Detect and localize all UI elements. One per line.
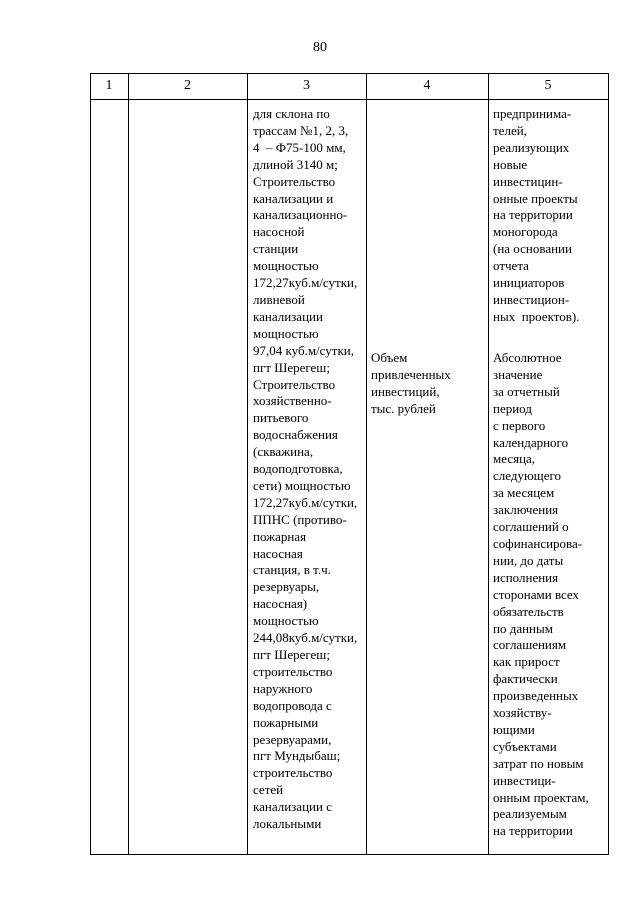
header-col-2: 2 [184,78,191,93]
cell-col5-method: Абсолютное значение за отчетный период с первого календарного месяца, следующего за месяцем заключения соглашений о софинансирова- нии, до даты исполнения сторонами всех обязательств по данным соглашениям как прирост фактически произведенных хозяйству- ющими субъектами затрат по новым инвестици- онным проектам, реализуемым на территории [493,350,589,839]
col-border-left [90,73,91,855]
col-border-right [608,73,609,855]
col-border-3-4 [366,73,367,855]
table-top-border [90,73,609,74]
page-number: 80 [313,40,327,55]
col-border-1-2 [128,73,129,855]
col-border-4-5 [488,73,489,855]
col-border-2-3 [247,73,248,855]
cell-col5-source: предпринима- телей, реализующих новые инвестицин- онные проекты на территории моногорода (на основании отчета инициаторов инвестицион- ных проектов). [493,106,580,324]
data-table [90,73,609,855]
table-bottom-border [90,854,609,855]
cell-col4-indicator: Объем привлеченных инвестиций, тыс. рублей [371,350,451,416]
header-col-1: 1 [105,78,113,93]
header-col-3: 3 [303,78,310,93]
header-col-5: 5 [544,78,552,93]
header-col-4: 4 [423,78,431,93]
header-row-divider [90,99,609,100]
cell-col3-description: для склона по трассам №1, 2, 3, 4 – Ф75-100 мм, длиной 3140 м; Строительство канализации и канализационно- насосной станции мощностью 172,27куб.м/сутки, ливневой канализации мощностью 97,04 куб.м/сутки, пгт Шерегеш; Строительство хозяйственно- питьевого водоснабжения (скважина, водоподготовка, сети) мощностью 172,27куб.м/сутки, ППНС (противо- пожарная насосная станция, в т.ч. резервуары, насосная) мощностью 244,08куб.м/сутки, пгт Шерегеш; строительство наружного водопровода с пожарными резервуарами, пгт Мундыбаш; строительство сетей канализации с локальными [253,106,358,832]
